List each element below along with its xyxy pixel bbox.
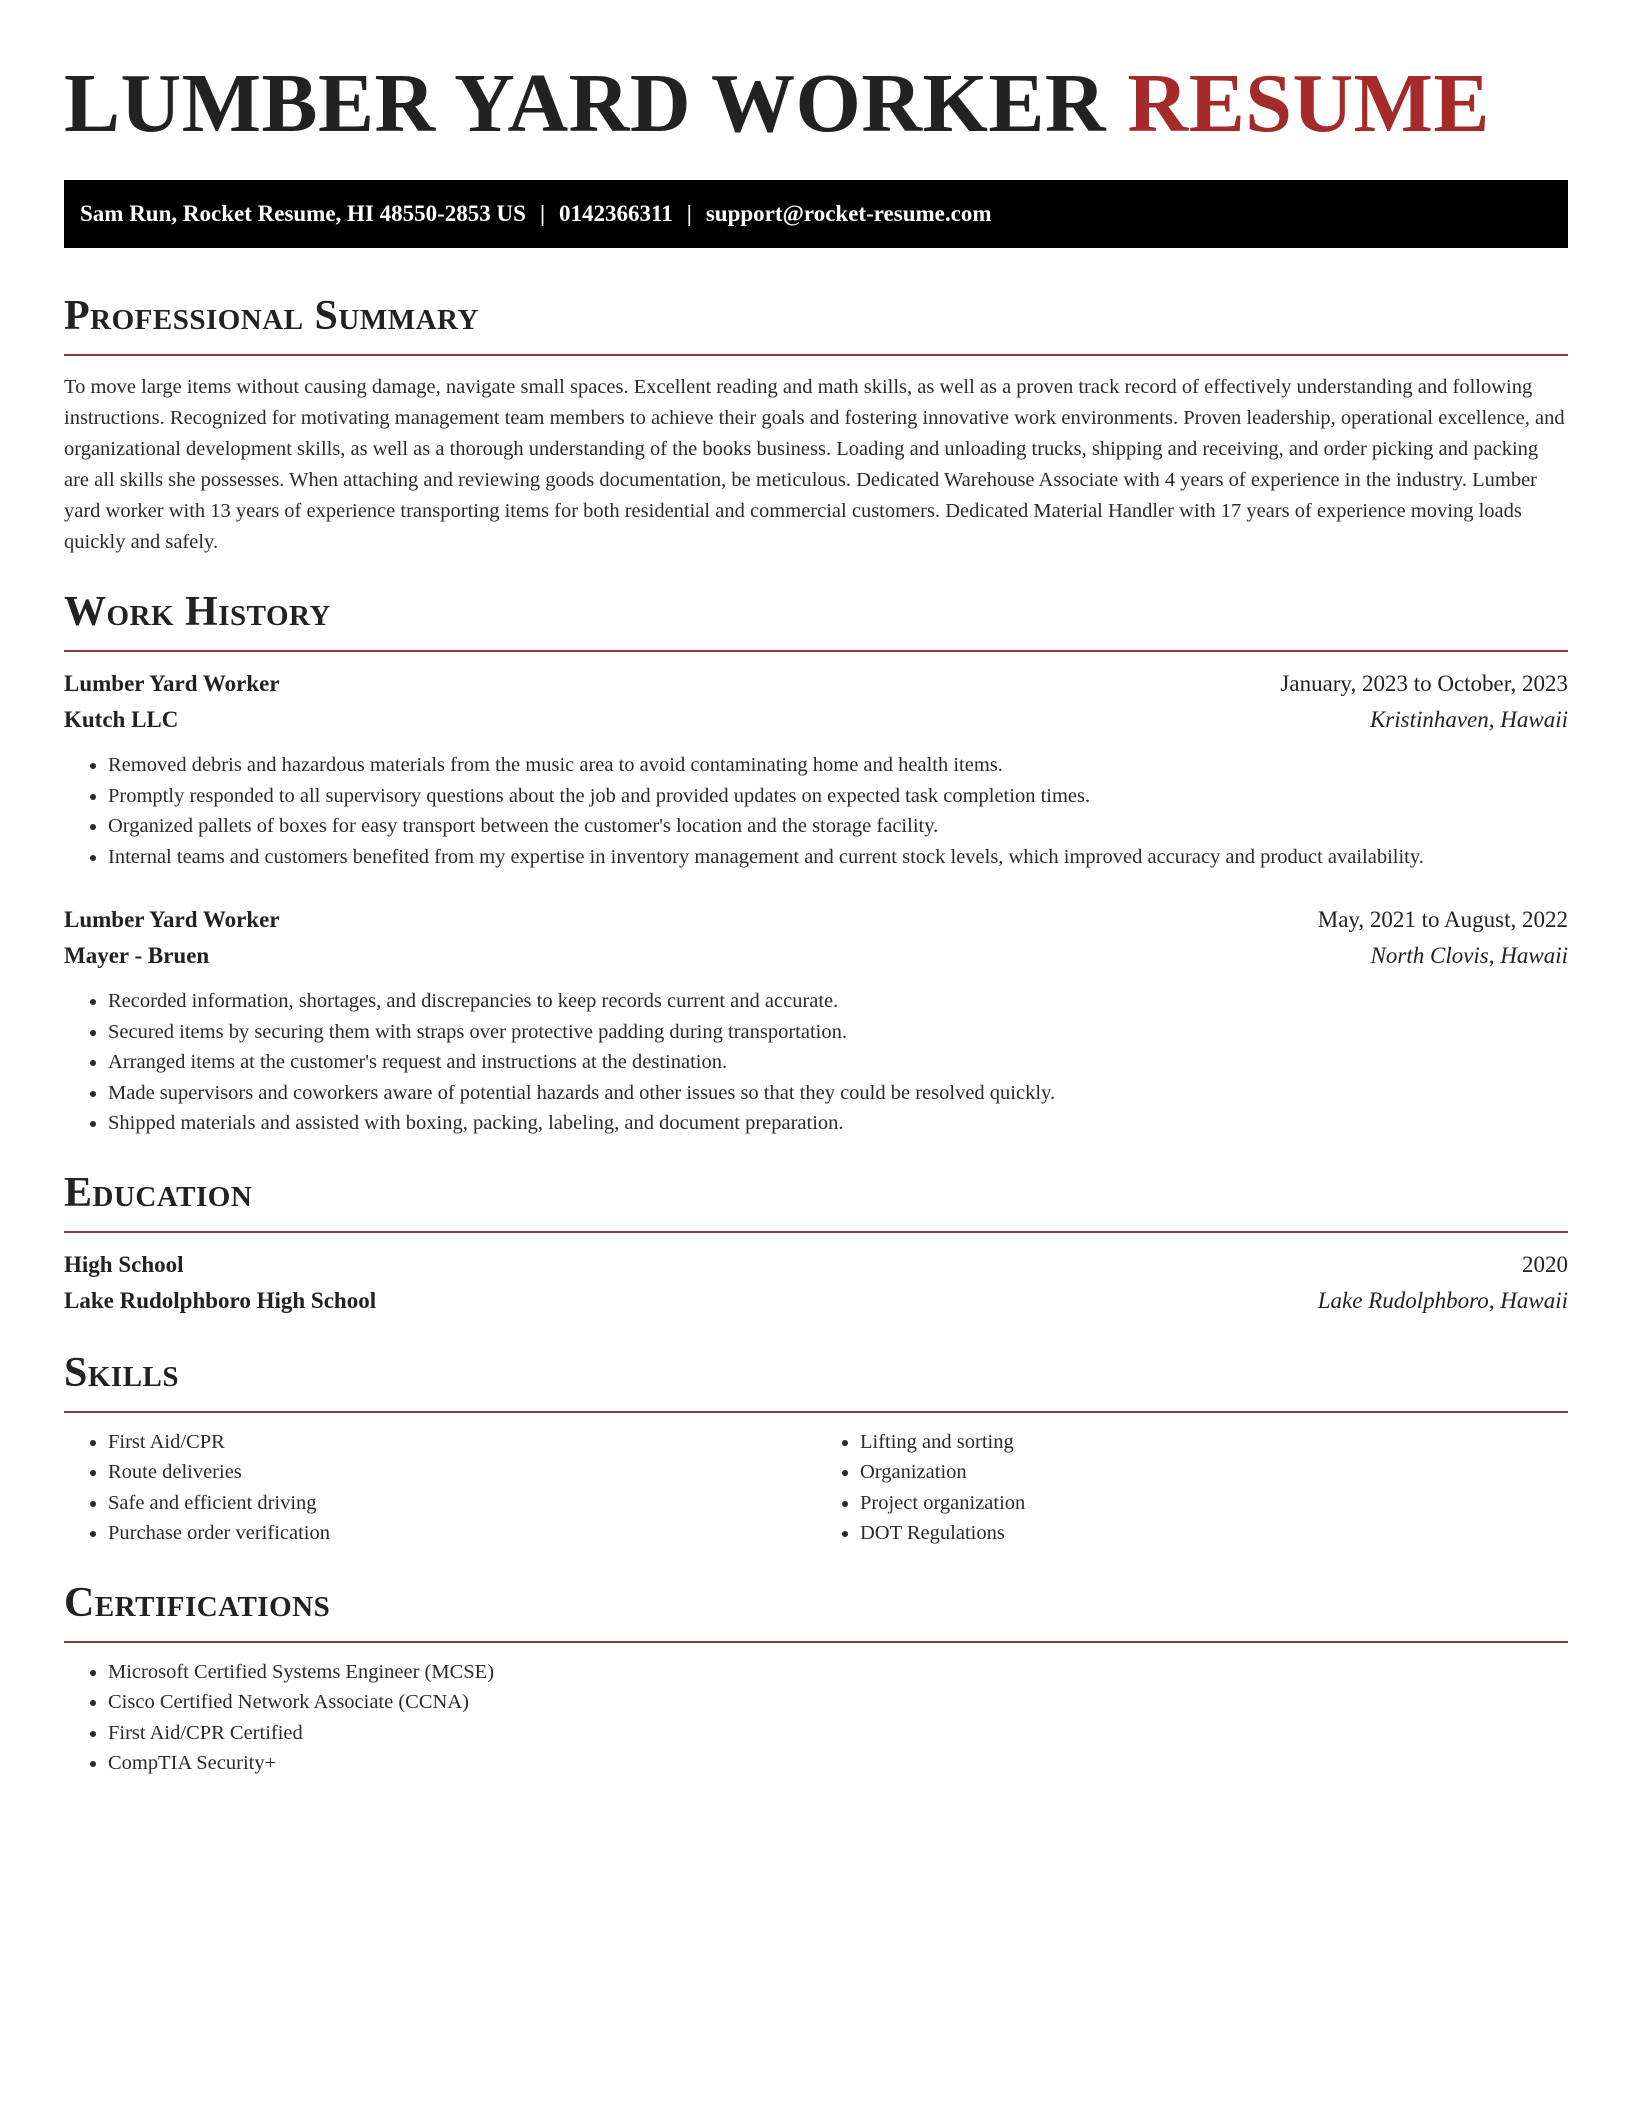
job-header xyxy=(64,666,1568,702)
work-history-heading: Work History xyxy=(64,589,331,635)
resume-title xyxy=(64,0,1568,152)
education-header xyxy=(64,1247,1568,1283)
job-title: Lumber Yard Worker xyxy=(64,671,280,696)
job-company: Mayer - Bruen xyxy=(64,943,210,968)
job-bullets xyxy=(64,750,1568,872)
certifications-section xyxy=(64,1577,1568,1779)
contact-phone[interactable]: 0142366311 xyxy=(559,201,673,226)
title-main: LUMBER YARD WORKER xyxy=(64,57,1107,150)
contact-separator: | xyxy=(686,201,692,226)
summary-heading: Professional Summary xyxy=(64,293,479,339)
skills-list-right xyxy=(816,1427,1568,1549)
skill-item: • Organization xyxy=(860,1457,1568,1488)
skill-item: • Safe and efficient driving xyxy=(108,1488,816,1519)
job-entry xyxy=(64,902,1568,1139)
section-divider xyxy=(64,1411,1568,1413)
summary-text: To move large items without causing damage, navigate small spaces. Excellent reading and math skills, as well as a proven track record of effectively understanding and following instructions. Recognized for motivating management team members to achieve their goals and fostering innovative work environments. Proven leadership, operational excellence, and organizational development skills, as well as a thorough understanding of the books business. Loading and unloading trucks, shipping and receiving, and order picking and packing are all skills she possesses. When attaching and reviewing goods documentation, be meticulous. Dedicated Warehouse Associate with 4 years of experience in the industry. Lumber yard worker with 13 years of experience transporting items for both residential and commercial customers. Dedicated Material Handler with 17 years of experience moving loads quickly and safely. xyxy=(64,376,1565,553)
education-location: Lake Rudolphboro, Hawaii xyxy=(1317,1287,1568,1313)
skills-section xyxy=(64,1347,1568,1549)
list-item: • Arranged items at the customer's request and instructions at the destination. xyxy=(108,1047,1568,1078)
certification-item: • Microsoft Certified Systems Engineer (MCSE) xyxy=(108,1657,1568,1688)
list-item: • Recorded information, shortages, and discrepancies to keep records current and accurate. xyxy=(108,986,1568,1017)
job-header xyxy=(64,902,1568,938)
certifications-heading: Certifications xyxy=(64,1579,331,1626)
skill-item: • Lifting and sorting xyxy=(860,1427,1568,1458)
list-item: • Shipped materials and assisted with boxing, packing, labeling, and document preparation. xyxy=(108,1108,1568,1139)
job-subheader xyxy=(64,702,1568,738)
skill-item: • DOT Regulations xyxy=(860,1518,1568,1549)
job-dates: January, 2023 to October, 2023 xyxy=(1280,671,1568,696)
section-divider xyxy=(64,1641,1568,1643)
contact-separator: | xyxy=(539,201,546,226)
skill-item: • Purchase order verification xyxy=(108,1518,816,1549)
certification-item: • CompTIA Security+ xyxy=(108,1748,1568,1779)
certifications-list xyxy=(64,1657,1568,1779)
job-subheader xyxy=(64,938,1568,974)
skills-grid xyxy=(64,1427,1568,1549)
skills-heading: Skills xyxy=(64,1349,180,1396)
contact-email[interactable]: support@rocket-resume.com xyxy=(705,201,992,226)
section-divider xyxy=(64,650,1568,652)
education-entry xyxy=(64,1247,1568,1319)
summary-section xyxy=(64,290,1568,558)
skills-list-left xyxy=(64,1427,816,1549)
title-accent: RESUME xyxy=(1127,57,1490,150)
list-item: • Internal teams and customers benefited from my expertise in inventory management and current stock levels, which improved accuracy and product availability. xyxy=(108,842,1568,873)
list-item: • Promptly responded to all supervisory questions about the job and provided updates on expected task completion times. xyxy=(108,781,1568,812)
list-item: • Secured items by securing them with straps over protective padding during transportation. xyxy=(108,1017,1568,1048)
job-bullets xyxy=(64,986,1568,1139)
skill-item: • Project organization xyxy=(860,1488,1568,1519)
job-company: Kutch LLC xyxy=(64,707,179,732)
contact-bar xyxy=(64,180,1568,248)
section-divider xyxy=(64,354,1568,356)
job-location: Kristinhaven, Hawaii xyxy=(1369,707,1568,732)
education-degree: High School xyxy=(64,1251,184,1277)
list-item: • Made supervisors and coworkers aware of potential hazards and other issues so that they could be resolved quickly. xyxy=(108,1078,1568,1109)
list-item: • Removed debris and hazardous materials from the music area to avoid contaminating home and health items. xyxy=(108,750,1568,781)
section-divider xyxy=(64,1231,1568,1233)
education-year: 2020 xyxy=(1522,1251,1568,1277)
education-subheader xyxy=(64,1283,1568,1319)
education-school: Lake Rudolphboro High School xyxy=(64,1287,377,1313)
job-entry xyxy=(64,666,1568,872)
certification-item: • Cisco Certified Network Associate (CCNA) xyxy=(108,1687,1568,1718)
job-dates: May, 2021 to August, 2022 xyxy=(1317,907,1568,932)
education-section xyxy=(64,1167,1568,1319)
work-history-section xyxy=(64,586,1568,1139)
education-heading: Education xyxy=(64,1169,253,1216)
contact-address: Sam Run, Rocket Resume, HI 48550-2853 US xyxy=(80,201,526,226)
job-location: North Clovis, Hawaii xyxy=(1370,943,1568,968)
list-item: • Organized pallets of boxes for easy transport between the customer's location and the storage facility. xyxy=(108,811,1568,842)
job-title: Lumber Yard Worker xyxy=(64,907,280,932)
certification-item: • First Aid/CPR Certified xyxy=(108,1718,1568,1749)
skill-item: • Route deliveries xyxy=(108,1457,816,1488)
skill-item: • First Aid/CPR xyxy=(108,1427,816,1458)
